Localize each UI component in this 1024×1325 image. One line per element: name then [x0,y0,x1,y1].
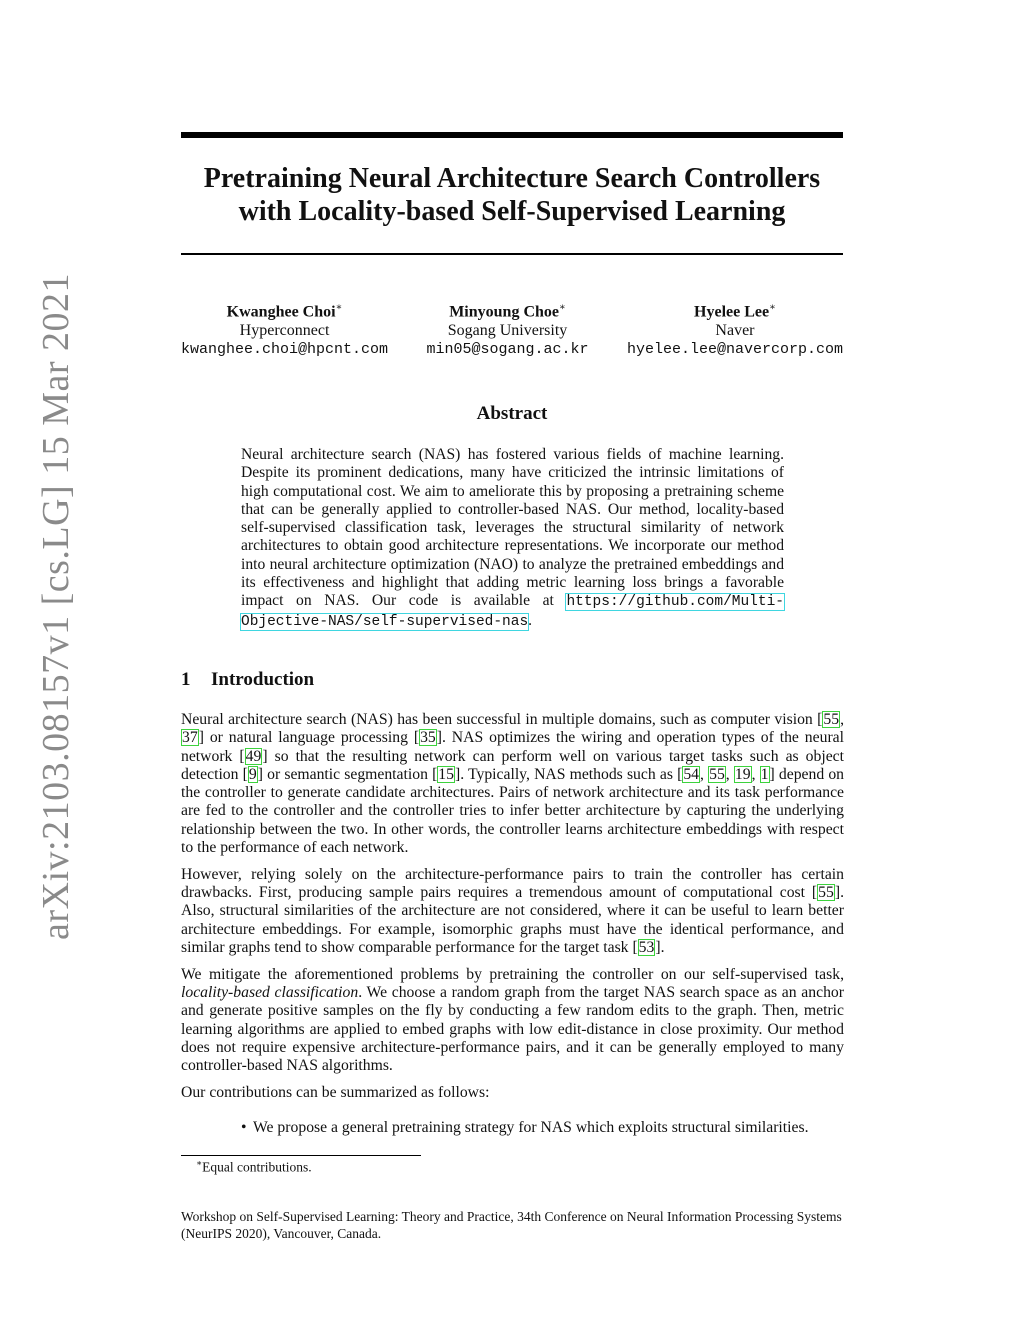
footnote-mark: ∗ [196,1158,203,1168]
emphasized-term: locality-based classification [181,984,359,1002]
citation-link[interactable]: 49 [245,747,262,765]
venue-note: Workshop on Self-Supervised Learning: Theory and Practice, 34th Conference on Neural Information Processing Systems (NeurIPS 2020), Vancouver, Canada. [181,1209,842,1241]
footnote-rule [181,1155,421,1156]
citation-link[interactable]: 55 [818,884,834,902]
text-run: . We choose a random graph from the target NAS search space as an anchor and generate positive samples on the fly by conducting a few random edits to the graph. Then, metric learning algorithms are applied to embed graphs with low edit-distance in close proximity. Our method does not require expensive architecture-performance pairs, and it can be generally employed to many controller-based NAS algorithms. [181,984,844,1075]
author-affiliation: Hyperconnect [239,322,330,340]
author-affiliation: Naver [715,322,755,340]
equal-contribution-mark: ∗ [559,302,566,313]
paragraph-1: Neural architecture search (NAS) has been successful in multiple domains, such as computer vision [55, 37] or natural language processing [35]. NAS optimizes the wiring and operation types of the neural network [49] so that the resulting network can perform well on various target tasks such as object detection [9] or semantic segmentation [15]. Typically, NAS methods such as [54, 55, 19, 1] depend on the controller to generate candidate architectures. Pairs of network architecture and its task performance are fed to the controller and the controller tries to infer better architecture by capturing the underlying relationship between the two. In other words, the controller learns architecture embeddings with respect to the performance of each network. [181,711,845,857]
author-email[interactable]: min05@sogang.ac.kr [426,341,589,359]
abstract-heading: Abstract [476,403,548,424]
text-run: ] depend on the controller to generate candidate architectures. Pairs of network architecture and its task performance are fed to the controller and the controller tries to infer better architecture by capturing the underlying relationship between the two. In other words, the controller learns architecture embeddings with respect to the performance of each network. [181,765,845,857]
abstract-body [241,446,784,631]
text-run: ] or natural language processing [ [198,729,420,747]
text-run: ]. Also, structural similarities of the architecture are not considered, where it can be useful to learn better architecture embeddings. For example, isomorphic graphs must have the identical performance, and similar graphs tend to show comparable performance for the target task [ [181,884,844,957]
citation-link[interactable]: 19 [734,765,751,783]
section-title: Introduction [211,669,315,690]
abstract-end: . [528,611,533,629]
citation-link[interactable]: 55 [709,765,725,783]
paragraph-4: Our contributions can be summarized as follows: [181,1084,490,1102]
paper-title [181,162,843,228]
citation-link[interactable]: 55 [823,711,840,728]
introduction-body [181,711,844,1138]
equal-contribution-mark: ∗ [335,302,343,313]
text-run: ]. [655,939,665,957]
text-run: Neural architecture search (NAS) has been successful in multiple domains, such as computer vision [ [181,711,823,728]
section-number: 1 [181,669,191,690]
title-line-2: with Locality-based Self-Supervised Learning [238,196,786,227]
author-block [181,298,843,359]
equal-contribution-mark: ∗ [769,302,776,313]
author-name: Hyelee Lee [694,303,770,321]
citation-link[interactable]: 1 [760,765,769,783]
text-run: However, relying solely on the architecture-performance pairs to train the controller has certain drawbacks. First, producing sample pairs requires a tremendous amount of computational cost [ [181,865,844,902]
paragraph-3 [181,966,844,1076]
title-top-rule [181,132,843,138]
citation-link[interactable]: 54 [683,765,699,783]
citation-link[interactable]: 37 [182,729,198,747]
abstract-text: Neural architecture search (NAS) has fostered various fields of machine learning. Despite its prominent dedications, many have criticized the intrinsic limitations of high computational cost. We aim to ameliorate this by proposing a pretraining scheme that can be generally applied to controller-based NAS. Our method, locality-based self-supervised classification task, leverages the structural similarity of network architectures to obtain good architecture representations. We incorporate our method into neural architecture optimization (NAO) to analyze the pretrained embeddings and its effectiveness and highlight that adding metric learning loss brings a favorable impact on NAS. Our code is available at [241,446,784,610]
citation-link[interactable]: 9 [248,765,257,783]
text-run: ]. NAS optimizes the wiring and operation types of the neural network [ [181,729,844,765]
text-run: We mitigate the aforementioned problems by pretraining the controller on our self-supervised task, [181,965,844,983]
author-1 [181,298,388,359]
contributions-list [181,1119,844,1137]
title-line-1: Pretraining Neural Architecture Search Controllers [203,163,821,194]
paragraph-2 [181,866,844,957]
title-bottom-rule [181,253,843,255]
citation-link[interactable]: 15 [438,765,454,783]
footnote-text: Equal contributions. [202,1159,312,1175]
author-email[interactable]: hyelee.lee@navercorp.com [626,341,843,359]
author-2 [426,298,588,359]
citation-link[interactable]: 53 [638,939,655,957]
text-run: ] so that the resulting network can perform well on various target tasks such as object detection [ [181,747,844,783]
author-email[interactable]: kwanghee.choi@hpcnt.com [181,341,389,359]
author-name: Kwanghee Choi [226,303,336,321]
section-heading-introduction [181,669,843,691]
author-affiliation: Sogang University [447,322,568,340]
list-item: • We propose a general pretraining strategy for NAS which exploits structural similarities. [241,1119,844,1137]
arxiv-stamp: arXiv:2103.08157v1 [cs.LG] 15 Mar 2021 [35,272,77,940]
author-name: Minyoung Choe [449,303,559,321]
author-3 [627,298,843,359]
text-run: ] or semantic segmentation [ [257,765,438,783]
text-run: ]. Typically, NAS methods such as [ [454,765,683,783]
text-run: , [840,711,844,728]
footnote [196,1158,312,1176]
code-repository-link[interactable]: https://github.com/Multi-Objective-NAS/self-supervised-nas [241,594,784,630]
citation-link[interactable]: 35 [420,729,436,747]
